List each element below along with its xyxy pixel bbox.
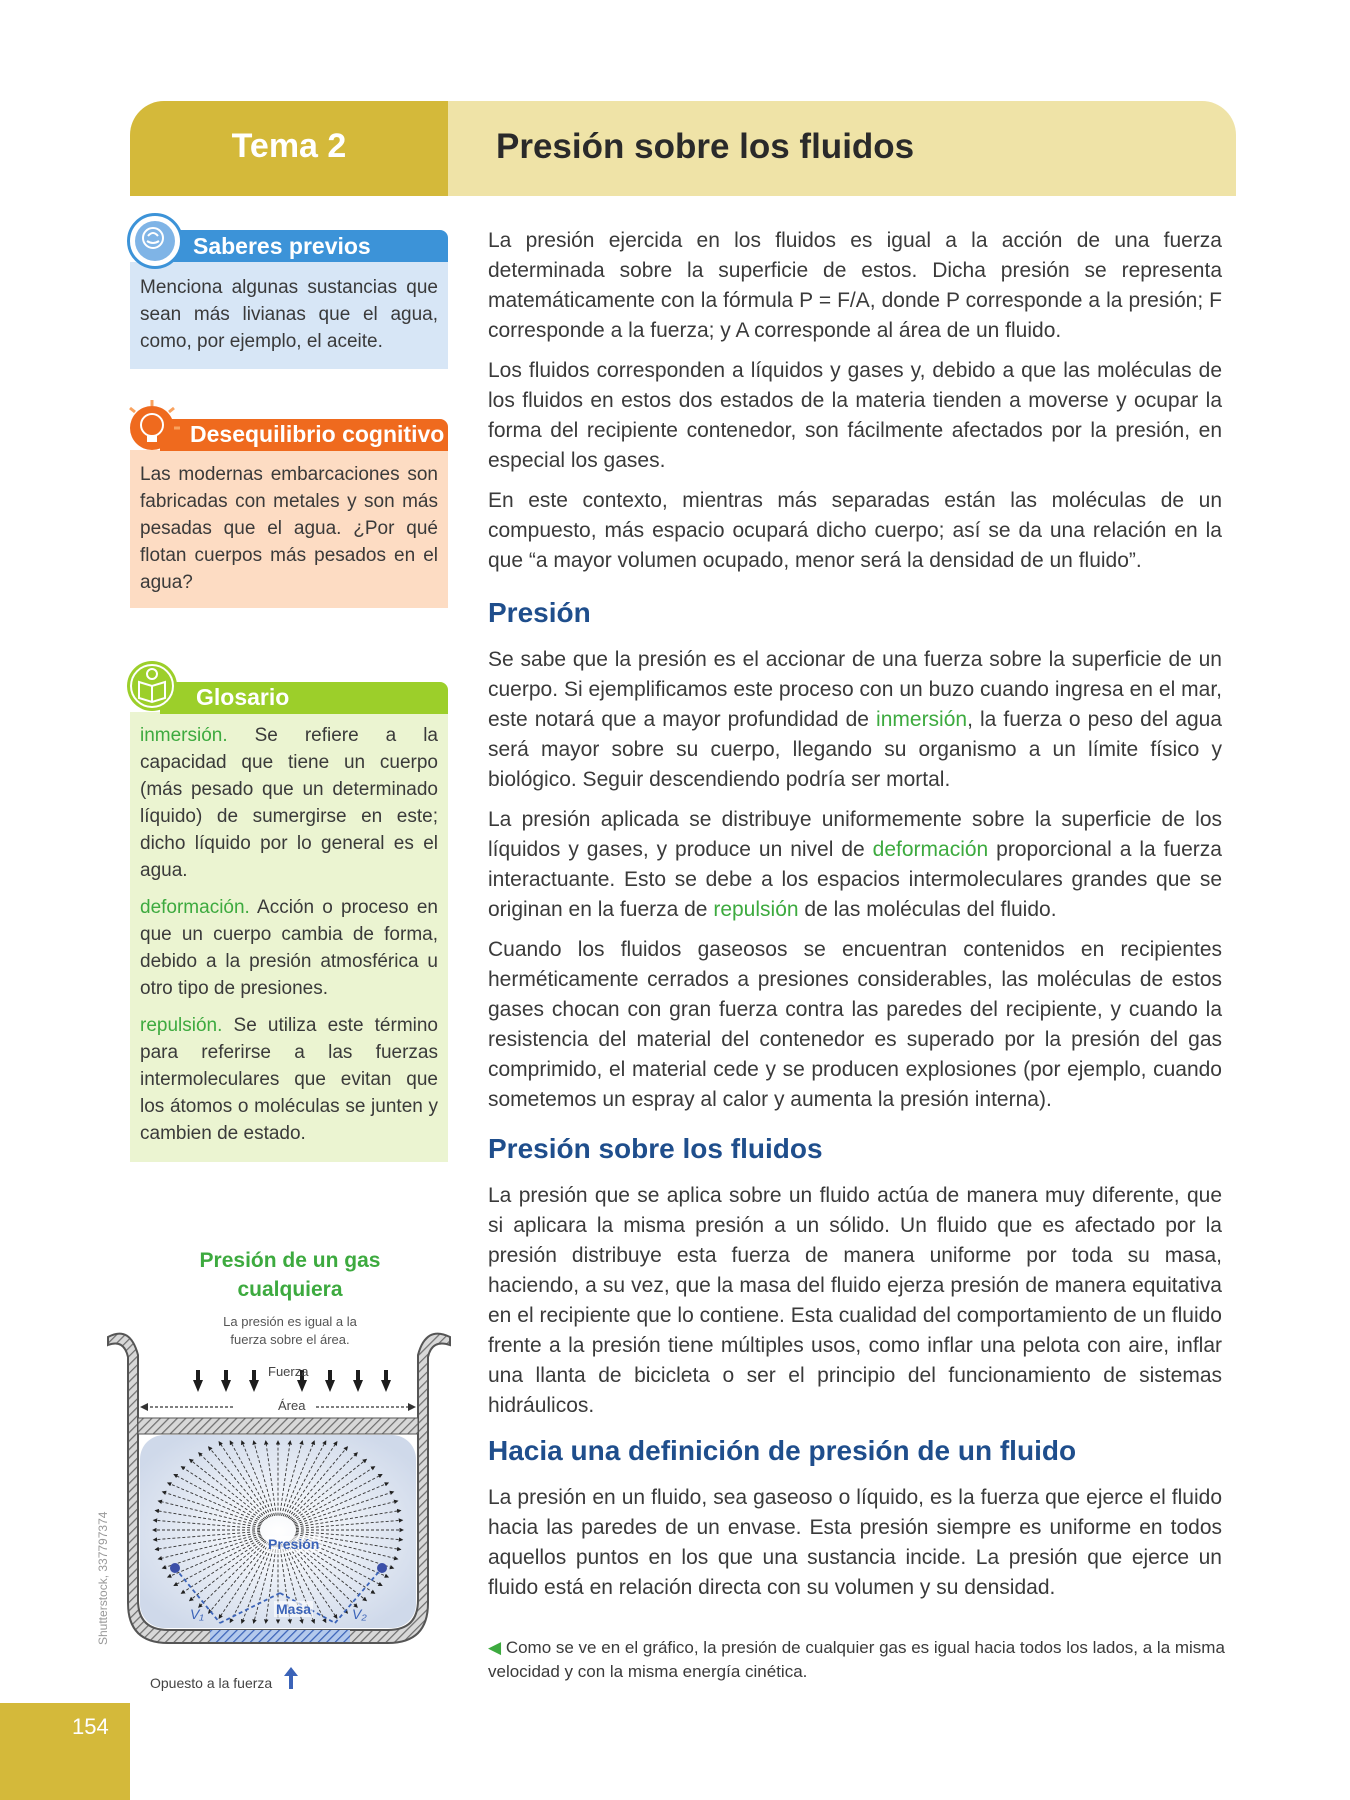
figure-subtitle: La presión es igual a la fuerza sobre el área. xyxy=(223,1314,357,1347)
page-title: Presión sobre los fluidos xyxy=(496,127,915,166)
heading-presion-fluidos: Presión sobre los fluidos xyxy=(488,1133,823,1164)
opuesto-label: Opuesto a la fuerza xyxy=(150,1675,273,1691)
title-banner xyxy=(448,101,1236,196)
topic-banner xyxy=(130,101,448,196)
lightbulb-icon xyxy=(122,398,182,458)
page-number: 154 xyxy=(72,1714,109,1739)
desequilibrio-title: Desequilibrio cognitivo xyxy=(190,421,445,447)
area-label: Área xyxy=(278,1398,306,1413)
caption-triangle-icon: ◀ xyxy=(488,1638,502,1657)
presion-section xyxy=(488,645,1222,1115)
presion-label: Presión xyxy=(268,1536,320,1552)
intro-section xyxy=(488,226,1222,576)
intro-paragraph-2: Los fluidos corresponden a líquidos y gases y, debido a que las moléculas de los fluidos en estos dos estados de la materia tienden a moverse y ocupar la forma del recipiente contenedor, son fácilmente afectados por la presión, en especial los gases. xyxy=(488,359,1222,472)
up-arrow-icon xyxy=(284,1667,298,1689)
masa-label: Masa xyxy=(276,1601,312,1617)
presion-paragraph-2: La presión aplicada se distribuye uniformemente sobre la superficie de los líquidos y gases, y produce un nivel de deformación proporcional a la fuerza interactuante. Esto se debe a los espacios intermoleculares grandes que se originan en la fuerza de repulsión de las moléculas del fluido. xyxy=(488,808,1222,921)
definicion-section xyxy=(488,1483,1222,1603)
presion-paragraph-1: Se sabe que la presión es el accionar de una fuerza sobre la superficie de un cuerpo. Si ejemplificamos este proceso con un buzo cuando ingresa en el mar, este notará que a mayor profundidad de inmersión, la fuerza o peso del agua será mayor sobre su cuerpo, llegando su organismo a un límite físico y biológico. Seguir descendiendo podría ser mortal. xyxy=(488,648,1222,791)
heading-presion: Presión xyxy=(488,597,591,628)
topic-number: Tema 2 xyxy=(231,127,347,165)
glossary-entry-repulsion: repulsión. Se utiliza este término para referirse a las fuerzas intermoleculares que evitan que los átomos o moléculas se junten y cambien de estado. xyxy=(140,1015,438,1144)
v1-label: V₁ xyxy=(190,1606,204,1622)
term-inmersion: inmersión xyxy=(876,708,968,731)
presion-paragraph-3: Cuando los fluidos gaseosos se encuentran contenidos en recipientes herméticamente cerrados a presiones considerables, las moléculas de estos gases chocan con gran fuerza contra las paredes del recipiente, y cuando la resistencia del material del contenedor es superado por la presión del gas comprimido, el material cede y se producen explosiones (por ejemplo, cuando sometemos un espray al calor y aumenta la presión interna). xyxy=(488,938,1222,1111)
footer-bar xyxy=(0,1703,130,1800)
glossary-entry-deformacion: deformación. Acción o proceso en que un cuerpo cambia de forma, debido a la presión atmosférica u otro tipo de presiones. xyxy=(140,897,438,999)
heading-definicion: Hacia una definición de presión de un fluido xyxy=(488,1435,1077,1466)
term-repulsion: repulsión xyxy=(713,898,799,921)
intro-paragraph-1: La presión ejercida en los fluidos es igual a la acción de una fuerza determinada sobre la superficie de estos. Dicha presión se representa matemáticamente con la fórmula P = F/A, donde P corresponde a la presión; F corresponde a la fuerza; y A corresponde al área de un fluido. xyxy=(488,229,1222,342)
desequilibrio-text: Las modernas embarcaciones son fabricadas con metales y son más pesadas que el agua. ¿Por qué flotan cuerpos más pesados en el agua? xyxy=(140,464,438,593)
figure-title: Presión de un gas cualquiera xyxy=(199,1249,381,1301)
presion-fluidos-paragraph: La presión que se aplica sobre un fluido actúa de manera muy diferente, que si aplicara la misma presión a un sólido. Un fluido que es afectado por la presión distribuye esta fuerza de manera uniforme por toda su masa, haciendo, a su vez, que la masa del fluido ejerza presión de manera equitativa en el recipiente que lo contiene. Esta cualidad del comportamiento de un fluido frente a la presión tiene múltiples usos, como inflar una pelota con aire, inflar una llanta de bicicleta o ser el principio del funcionamiento de sistemas hidráulicos. xyxy=(488,1184,1222,1417)
term-deformacion: deformación xyxy=(872,838,989,861)
v2-label: V₂ xyxy=(352,1606,367,1622)
fuerza-label: Fuerza xyxy=(268,1364,309,1379)
glosario-title: Glosario xyxy=(196,684,290,710)
brain-head-icon xyxy=(127,213,183,269)
figure-caption: ◀ Como se ve en el gráfico, la presión de cualquier gas es igual hacia todos los lados, a la misma velocidad y con la misma energía cinética. xyxy=(488,1638,1225,1681)
definicion-paragraph: La presión en un fluido, sea gaseoso o líquido, es la fuerza que ejerce el fluido hacia las paredes de un envase. Esta presión siempre es uniforme en todos aquellos puntos en los que una sustancia incide. La presión que ejerce un fluido está en relación directa con su volumen y su densidad. xyxy=(488,1486,1222,1599)
saberes-text: Menciona algunas sustancias que sean más livianas que el agua, como, por ejemplo, el aceite. xyxy=(140,277,438,352)
saberes-title: Saberes previos xyxy=(193,233,371,259)
book-icon xyxy=(122,656,182,716)
glossary-entry-inmersion: inmersión. Se refiere a la capacidad que tiene un cuerpo (más pesado que un determinado líquido) de sumergirse en este; dicho líquido por lo general es el agua. xyxy=(140,725,438,881)
image-credit: Shutterstock, 337797374 xyxy=(96,1511,110,1645)
presion-fluidos-section xyxy=(488,1181,1222,1421)
intro-paragraph-3: En este contexto, mientras más separadas están las moléculas de un compuesto, más espacio ocupará dicho cuerpo; así se da una relación en la que “a mayor volumen ocupado, menor será la densidad de un fluido”. xyxy=(488,489,1222,572)
